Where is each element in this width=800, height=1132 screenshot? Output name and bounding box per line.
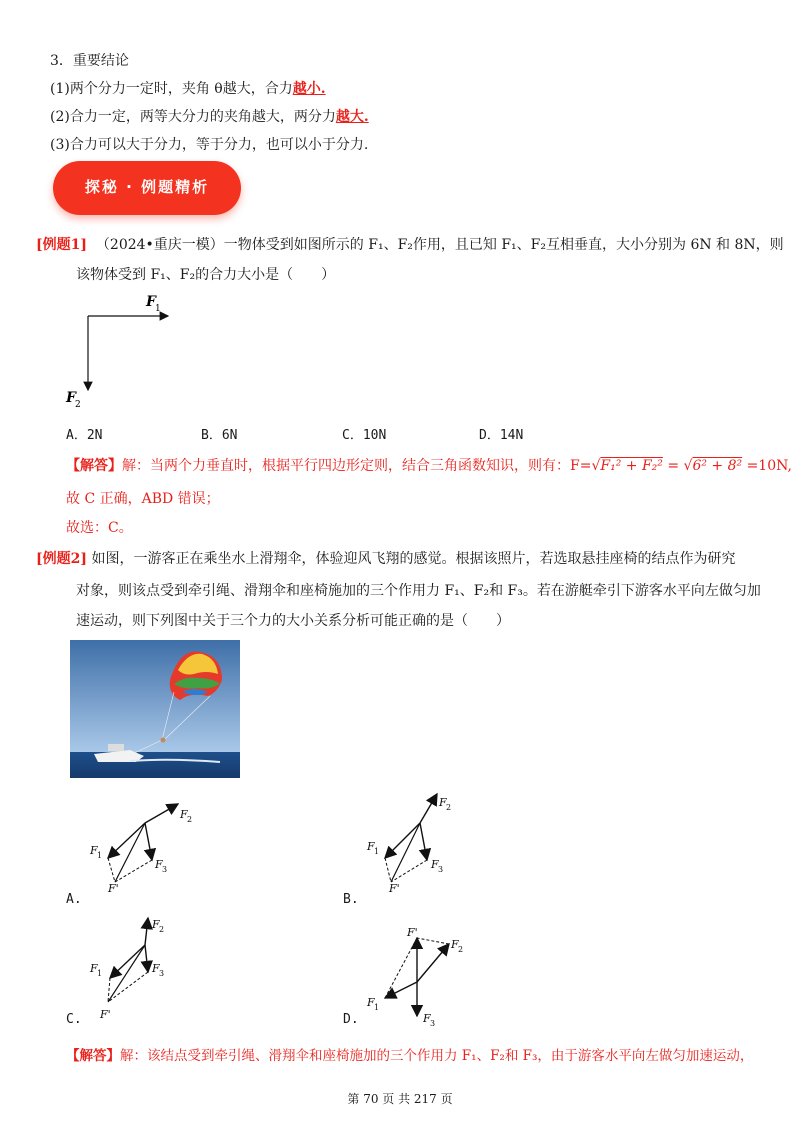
conclusion-1: [50, 78, 326, 98]
svg-text:F: F: [180, 808, 188, 821]
svg-text:F: F: [90, 962, 98, 975]
svg-text:3: 3: [438, 865, 444, 874]
f1-label: F: [146, 294, 156, 310]
example1-answer-result: =10N,: [746, 458, 792, 474]
f1-subscript: 1: [155, 304, 161, 314]
conclusion-2-highlight: 越大.: [335, 109, 369, 125]
example1-option-a[interactable]: A．2N: [66, 428, 103, 443]
conclusion-3: (3)合力可以大于分力，等于分力，也可以小于分力.: [50, 137, 369, 153]
example1-formula: √F₁² + F₂² = √6² + 8²: [591, 458, 743, 474]
section-banner: [53, 161, 241, 215]
example2-question-line1: [36, 548, 735, 568]
svg-text:F: F: [367, 840, 375, 853]
svg-text:2: 2: [446, 803, 452, 812]
conclusion-2: [50, 106, 369, 126]
example2-option-c[interactable]: C.: [66, 1012, 82, 1027]
example1-answer-line1: [66, 455, 792, 475]
example1-answer-line2: 故 C 正确，ABD 错误；: [66, 491, 220, 507]
section-heading: 3．重要结论: [50, 53, 129, 69]
f2-subscript: 2: [75, 400, 81, 410]
example2-option-diagrams: [60, 790, 780, 1040]
svg-text:F: F: [152, 918, 160, 931]
svg-text:F: F: [423, 1012, 431, 1025]
svg-text:F: F: [367, 996, 375, 1009]
example2-option-b[interactable]: B.: [343, 892, 359, 907]
f2-label: F: [66, 390, 76, 406]
svg-text:F: F: [431, 858, 439, 871]
svg-text:1: 1: [374, 847, 380, 856]
svg-text:F': F': [389, 882, 400, 895]
example2-option-a[interactable]: A.: [66, 892, 82, 907]
svg-text:F: F: [152, 962, 160, 975]
svg-text:2: 2: [159, 925, 165, 934]
svg-text:F': F': [100, 1008, 111, 1021]
diagram-b: [366, 794, 451, 895]
svg-text:F: F: [155, 858, 163, 871]
svg-text:1: 1: [97, 851, 103, 860]
example1-option-d[interactable]: D．14N: [479, 428, 524, 443]
example1-option-c[interactable]: C．10N: [342, 428, 387, 443]
example1-answer-text: 解：当两个力垂直时，根据平行四边形定则，结合三角函数知识，则有：F=: [122, 458, 592, 474]
svg-text:3: 3: [162, 865, 168, 874]
example2-tag: [例题2]: [36, 551, 87, 567]
conclusion-1-text: (1)两个分力一定时，夹角 θ越大，合力: [50, 81, 293, 97]
svg-text:F: F: [451, 938, 459, 951]
svg-text:F': F': [108, 882, 119, 895]
example2-question-line3: 速运动，则下列图中关于三个力的大小关系分析可能正确的是（ ）: [76, 613, 510, 629]
example1-tag: [例题1]: [36, 237, 87, 253]
example1-question-line2: 该物体受到 F₁、F₂的合力大小是（ ）: [76, 267, 336, 283]
banner-label: 探秘 · 例题精析: [84, 178, 210, 196]
diagram-a: [89, 804, 192, 895]
example1-answer-tag: 【解答】: [66, 458, 122, 474]
example2-option-d[interactable]: D.: [343, 1012, 359, 1027]
example1-force-diagram: [60, 290, 180, 410]
diagram-d: [366, 926, 463, 1028]
page-footer: 第 70 页 共 217 页: [347, 1092, 453, 1106]
parasailing-photo: [70, 640, 240, 778]
svg-text:2: 2: [458, 945, 464, 954]
example1-question-line1: [36, 234, 784, 254]
svg-text:F': F': [407, 926, 418, 939]
svg-text:F: F: [439, 796, 447, 809]
diagram-c: [89, 918, 164, 1021]
example2-answer-line1: [66, 1044, 753, 1064]
svg-text:F: F: [90, 844, 98, 857]
conclusion-2-text: (2)合力一定，两等大分力的夹角越大，两分力: [50, 109, 336, 125]
example2-question-line2: 对象，则该点受到牵引绳、滑翔伞和座椅施加的三个作用力 F₁、F₂和 F₃。若在游艇牵引下游客水平向左做匀加: [76, 583, 761, 599]
conclusion-1-highlight: 越小.: [292, 81, 326, 97]
example1-answer-line3: 故选：C。: [66, 520, 133, 536]
example2-answer-tag: 【解答】: [66, 1048, 120, 1064]
example2-answer-text: 解：该结点受到牵引绳、滑翔伞和座椅施加的三个作用力 F₁、F₂和 F₃，由于游客水平向左做匀加速运动，: [120, 1048, 754, 1064]
svg-text:2: 2: [187, 815, 193, 824]
svg-text:3: 3: [159, 969, 165, 978]
svg-text:1: 1: [374, 1003, 380, 1012]
example1-text1: （2024•重庆一模）一物体受到如图所示的 F₁、F₂作用，且已知 F₁、F₂互相垂直，大小分别为 6N 和 8N，则: [95, 237, 784, 253]
svg-text:1: 1: [97, 969, 103, 978]
example2-text1: 如图，一游客正在乘坐水上滑翔伞，体验迎风飞翔的感觉。根据该照片，若选取悬挂座椅的结点作为研究: [91, 551, 736, 567]
example1-option-b[interactable]: B．6N: [201, 428, 238, 443]
svg-text:3: 3: [430, 1019, 436, 1028]
